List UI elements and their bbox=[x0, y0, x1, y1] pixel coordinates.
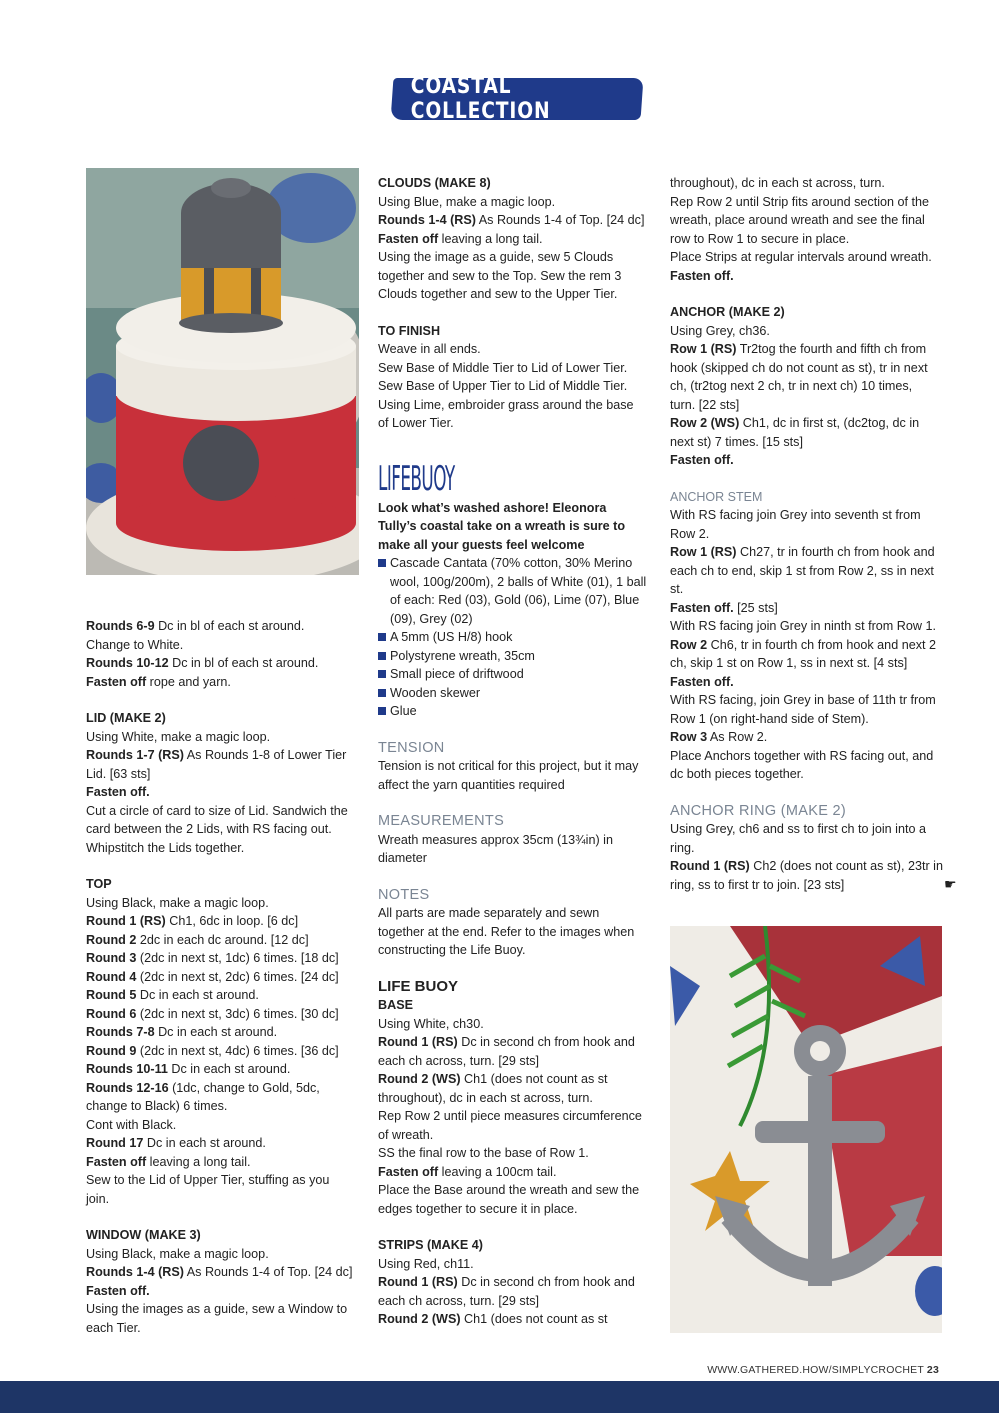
intro-line: Look what’s washed ashore! Eleonora bbox=[378, 500, 607, 515]
intro-line: Tully’s coastal take on a wreath is sure to bbox=[378, 519, 626, 533]
anchor-photo bbox=[670, 926, 942, 1333]
fasten-off-label: Fasten off. bbox=[86, 785, 150, 799]
fasten-off-label: Fasten off bbox=[378, 1164, 439, 1179]
footer bbox=[707, 1364, 939, 1376]
materials-item: Wooden skewer bbox=[378, 684, 658, 703]
round-text: leaving a long tail. bbox=[146, 1154, 251, 1169]
instruction-line: each ch to end, skip 1 st from Row 2, ss in next bbox=[670, 563, 934, 578]
round-text: Ch1, 6dc in loop. [6 dc] bbox=[165, 914, 299, 928]
instruction-line: Cut a circle of card to size of Lid. Sandwich the bbox=[86, 803, 348, 818]
instruction-line: together and sew to the Top. Sew the rem 3 bbox=[378, 268, 622, 283]
round-text: Tr2tog the fourth and fifth ch from bbox=[736, 342, 927, 356]
fasten-off-label: Fasten off. bbox=[670, 674, 734, 689]
instruction-line: Clouds together and sew to the Upper Tier. bbox=[378, 287, 618, 301]
materials-item: Small piece of driftwood bbox=[378, 665, 658, 684]
round-label: Row 1 (RS) bbox=[670, 545, 737, 559]
instruction-line: Using Grey, ch36. bbox=[670, 323, 770, 338]
pointing-hand-icon: ☛ bbox=[944, 876, 957, 892]
round-text: As Rounds 1-8 of Lower Tier bbox=[183, 748, 347, 762]
instruction-line: st. bbox=[670, 582, 684, 596]
round-text: Ch1, dc in first st, (dc2tog, dc in bbox=[739, 416, 920, 430]
instruction-line: Rep Row 2 until Strip fits around section of the bbox=[670, 194, 930, 209]
instruction-line: change to Black) 6 times. bbox=[86, 1099, 228, 1113]
instruction-line: each Tier. bbox=[86, 1320, 141, 1335]
instruction-line: card between the 2 Lids, with RS facing out. bbox=[86, 822, 332, 836]
instruction-line: ch, skip 1 st on Row 1, ss in next st. [4 sts] bbox=[670, 656, 908, 670]
round-label: Row 3 bbox=[670, 730, 708, 744]
instruction-line: Rep Row 2 until piece measures circumference bbox=[378, 1109, 642, 1123]
round-label: Round 1 (RS) bbox=[378, 1275, 458, 1289]
instruction-line: ring. bbox=[670, 840, 695, 855]
round-text: Ch6, tr in fourth ch from hook and next 2 bbox=[707, 637, 937, 652]
instruction-line: Row 1 (on right-hand side of Stem). bbox=[670, 711, 869, 726]
materials-item: A 5mm (US H/8) hook bbox=[378, 628, 658, 647]
section-heading-clouds: CLOUDS (MAKE 8) bbox=[378, 176, 491, 190]
instruction-line: Row 2. bbox=[670, 526, 710, 541]
materials-item bbox=[378, 554, 658, 628]
materials-text: of each: Red (03), Gold (06), Lime (07), Blue bbox=[390, 593, 640, 607]
instruction-line: constructing the Life Buoy. bbox=[378, 943, 526, 957]
round-text: rope and yarn. bbox=[146, 674, 231, 689]
round-label: Row 2 bbox=[670, 637, 708, 652]
instruction-line: each ch across, turn. [29 sts] bbox=[378, 1053, 539, 1068]
instruction-line: Sew Base of Upper Tier to Lid of Middle Tier. bbox=[378, 379, 628, 393]
instruction-line: of Lower Tier. bbox=[378, 416, 454, 430]
instruction-line: Using Grey, ch6 and ss to first ch to join into a bbox=[670, 822, 926, 836]
section-heading-notes: NOTES bbox=[378, 886, 430, 903]
intro-line: make all your guests feel welcome bbox=[378, 537, 585, 552]
round-text: leaving a 100cm tail. bbox=[438, 1164, 557, 1179]
instruction-line: Sew Base of Middle Tier to Lid of Lower Tier. bbox=[378, 360, 628, 375]
instruction-line: dc both pieces together. bbox=[670, 767, 804, 781]
instruction-line: of wreath. bbox=[378, 1127, 434, 1142]
instruction-line: Lid. [63 sts] bbox=[86, 766, 151, 781]
round-label: Rounds 10-11 bbox=[86, 1062, 168, 1076]
round-text: [25 sts] bbox=[733, 600, 778, 615]
section-heading-top: TOP bbox=[86, 877, 112, 891]
subsection-heading-anchor-stem: ANCHOR STEM bbox=[670, 489, 763, 504]
instruction-line: wreath, place around wreath and see the final bbox=[670, 213, 925, 227]
instruction-line: Using Red, ch11. bbox=[378, 1256, 474, 1271]
footer-url[interactable]: WWW.GATHERED.HOW/SIMPLYCROCHET bbox=[707, 1364, 924, 1376]
round-label: Round 1 (RS) bbox=[86, 914, 166, 928]
instruction-line: SS the final row to the base of Row 1. bbox=[378, 1146, 589, 1160]
instruction-line: Using Black, make a magic loop. bbox=[86, 1246, 269, 1261]
instruction-line: With RS facing join Grey in ninth st from Row 1. bbox=[670, 619, 936, 633]
instruction-line: With RS facing join Grey into seventh st from bbox=[670, 508, 921, 522]
round-label: Round 1 (RS) bbox=[670, 859, 750, 873]
section-heading-anchor: ANCHOR (MAKE 2) bbox=[670, 305, 785, 319]
instruction-line: All parts are made separately and sewn bbox=[378, 906, 600, 920]
section-banner: COASTAL COLLECTION bbox=[410, 74, 551, 124]
instruction-line: Sew to the Lid of Upper Tier, stuffing as you bbox=[86, 1173, 330, 1187]
section-heading-anchor-ring: ANCHOR RING (MAKE 2) bbox=[670, 802, 846, 819]
instruction-line: throughout), dc in each st across, turn. bbox=[670, 176, 885, 190]
instruction-line: Whipstitch the Lids together. bbox=[86, 840, 245, 855]
round-label: Rounds 12-16 bbox=[86, 1080, 169, 1095]
fasten-off-label: Fasten off. bbox=[670, 600, 734, 615]
fasten-off-label: Fasten off bbox=[86, 674, 147, 689]
round-text: Ch27, tr in fourth ch from hook and bbox=[736, 545, 935, 559]
instruction-line: diameter bbox=[378, 851, 427, 865]
materials-text: wool, 100g/200m), 2 balls of White (01), 1 ball bbox=[390, 574, 647, 589]
instruction-line: together at the end. Refer to the images when bbox=[378, 924, 635, 939]
middle-column bbox=[378, 174, 658, 1329]
round-text: Dc in second ch from hook and bbox=[457, 1035, 635, 1049]
round-label: Round 2 bbox=[86, 932, 137, 947]
round-label: Round 9 bbox=[86, 1043, 137, 1058]
instruction-line: Using White, make a magic loop. bbox=[86, 729, 271, 744]
round-label: Row 1 (RS) bbox=[670, 342, 737, 356]
fasten-off-label: Fasten off bbox=[86, 1154, 147, 1169]
fasten-off-label: Fasten off. bbox=[86, 1283, 150, 1298]
round-label: Rounds 1-7 (RS) bbox=[86, 748, 184, 762]
round-label: Round 2 (WS) bbox=[378, 1072, 461, 1086]
round-label: Round 4 bbox=[86, 969, 137, 984]
round-text: Ch2 (does not count as st), 23tr in bbox=[749, 859, 943, 873]
round-text: Dc in each st around. bbox=[154, 1025, 278, 1039]
instruction-line: turn. [22 sts] bbox=[670, 397, 740, 412]
instruction-line: Weave in all ends. bbox=[378, 342, 481, 356]
instruction-line: edges together to secure it in place. bbox=[378, 1201, 578, 1216]
round-text: Dc in each st around. bbox=[136, 988, 259, 1002]
materials-item: Glue bbox=[378, 702, 658, 721]
materials-text: Cascade Cantata (70% cotton, 30% Merino bbox=[390, 556, 633, 570]
pattern-title: LIFEBUOY bbox=[378, 458, 455, 499]
instruction-line: next st) 7 times. [15 sts] bbox=[670, 434, 803, 449]
round-text: (1dc, change to Gold, 5dc, bbox=[168, 1080, 320, 1095]
round-text: leaving a long tail. bbox=[438, 231, 543, 246]
instruction-line: Wreath measures approx 35cm (13¾in) in bbox=[378, 832, 613, 847]
round-text: Dc in bl of each st around. bbox=[168, 656, 319, 670]
instruction-line: Using Blue, make a magic loop. bbox=[378, 194, 556, 209]
fasten-off-label: Fasten off. bbox=[670, 453, 734, 467]
round-label: Round 17 bbox=[86, 1136, 144, 1150]
section-heading-window: WINDOW (MAKE 3) bbox=[86, 1228, 201, 1242]
instruction-line: Cont with Black. bbox=[86, 1117, 177, 1132]
round-label: Row 2 (WS) bbox=[670, 416, 740, 430]
round-text: Ch1 (does not count as st bbox=[460, 1072, 608, 1086]
instruction-line: With RS facing, join Grey in base of 11th tr from bbox=[670, 693, 936, 707]
instruction-line: row to Row 1 to secure in place. bbox=[670, 231, 850, 246]
round-text: Dc in each st around. bbox=[143, 1136, 266, 1150]
section-heading-lid: LID (MAKE 2) bbox=[86, 711, 166, 725]
round-label: Round 6 bbox=[86, 1006, 137, 1021]
instruction-line: each ch across, turn. [29 sts] bbox=[378, 1293, 539, 1308]
fasten-off-label: Fasten off. bbox=[670, 268, 734, 283]
instruction-line: Change to White. bbox=[86, 637, 184, 652]
left-column bbox=[86, 617, 361, 1337]
section-heading-life-buoy: LIFE BUOY bbox=[378, 977, 459, 995]
round-text: 2dc in each dc around. [12 dc] bbox=[136, 932, 309, 947]
round-label: Rounds 10-12 bbox=[86, 656, 169, 670]
round-label: Rounds 1-4 (RS) bbox=[86, 1265, 184, 1279]
fasten-off-label: Fasten off bbox=[378, 231, 439, 246]
instruction-line: Using the images as a guide, sew a Window to bbox=[86, 1302, 348, 1316]
lighthouse-photo bbox=[86, 168, 359, 575]
instruction-line: Tension is not critical for this project, but it may bbox=[378, 759, 639, 773]
round-text: (2dc in next st, 1dc) 6 times. [18 dc] bbox=[136, 951, 339, 965]
round-label: Round 5 bbox=[86, 988, 137, 1002]
round-text: As Row 2. bbox=[707, 730, 768, 744]
instruction-line: Place Anchors together with RS facing out, and bbox=[670, 748, 934, 763]
round-text: Dc in each st around. bbox=[167, 1062, 291, 1076]
instruction-line: affect the yarn quantities required bbox=[378, 777, 565, 792]
subsection-heading-base: BASE bbox=[378, 998, 413, 1012]
section-heading-strips: STRIPS (MAKE 4) bbox=[378, 1238, 483, 1252]
instruction-line: throughout), dc in each st across, turn. bbox=[378, 1090, 593, 1105]
round-text: (2dc in next st, 3dc) 6 times. [30 dc] bbox=[136, 1006, 339, 1021]
round-label: Rounds 1-4 (RS) bbox=[378, 213, 476, 227]
instruction-line: Using White, ch30. bbox=[378, 1016, 484, 1031]
instruction-line: Using Lime, embroider grass around the base bbox=[378, 397, 634, 412]
section-heading-finish: TO FINISH bbox=[378, 323, 441, 338]
instruction-line: hook (skipped ch do not count as st), tr in next bbox=[670, 360, 928, 375]
round-text: Dc in second ch from hook and bbox=[457, 1275, 635, 1289]
materials-list bbox=[378, 554, 658, 721]
instruction-line: Place the Base around the wreath and sew the bbox=[378, 1183, 640, 1197]
section-heading-measurements: MEASUREMENTS bbox=[378, 813, 505, 829]
instruction-line: join. bbox=[86, 1191, 110, 1206]
round-label: Rounds 6-9 bbox=[86, 619, 155, 633]
instruction-line: Using Black, make a magic loop. bbox=[86, 895, 269, 910]
round-label: Round 1 (RS) bbox=[378, 1035, 458, 1049]
round-text: (2dc in next st, 2dc) 6 times. [24 dc] bbox=[136, 969, 339, 984]
materials-item: Polystyrene wreath, 35cm bbox=[378, 647, 658, 666]
round-label: Round 2 (WS) bbox=[378, 1312, 461, 1326]
round-text: Ch1 (does not count as st bbox=[460, 1312, 608, 1326]
instruction-line: Using the image as a guide, sew 5 Clouds bbox=[378, 250, 614, 264]
round-text: As Rounds 1-4 of Top. [24 dc] bbox=[475, 213, 645, 227]
instruction-line: Place Strips at regular intervals around wreath. bbox=[670, 250, 932, 264]
round-label: Round 3 bbox=[86, 951, 137, 965]
round-text: As Rounds 1-4 of Top. [24 dc] bbox=[183, 1265, 353, 1279]
round-text: Dc in bl of each st around. bbox=[154, 619, 305, 633]
page-number: 23 bbox=[926, 1364, 939, 1376]
right-column bbox=[670, 174, 950, 894]
instruction-line: ring, ss to first tr to join. [23 sts] bbox=[670, 877, 845, 892]
section-heading-tension: TENSION bbox=[378, 739, 445, 756]
instruction-line: ch, (tr2tog next 2 ch, tr in next ch) 10 times, bbox=[670, 379, 913, 393]
round-text: (2dc in next st, 4dc) 6 times. [36 dc] bbox=[136, 1043, 339, 1058]
round-label: Rounds 7-8 bbox=[86, 1025, 155, 1039]
materials-text: (09), Grey (02) bbox=[390, 611, 473, 626]
footer-bar bbox=[0, 1381, 999, 1413]
